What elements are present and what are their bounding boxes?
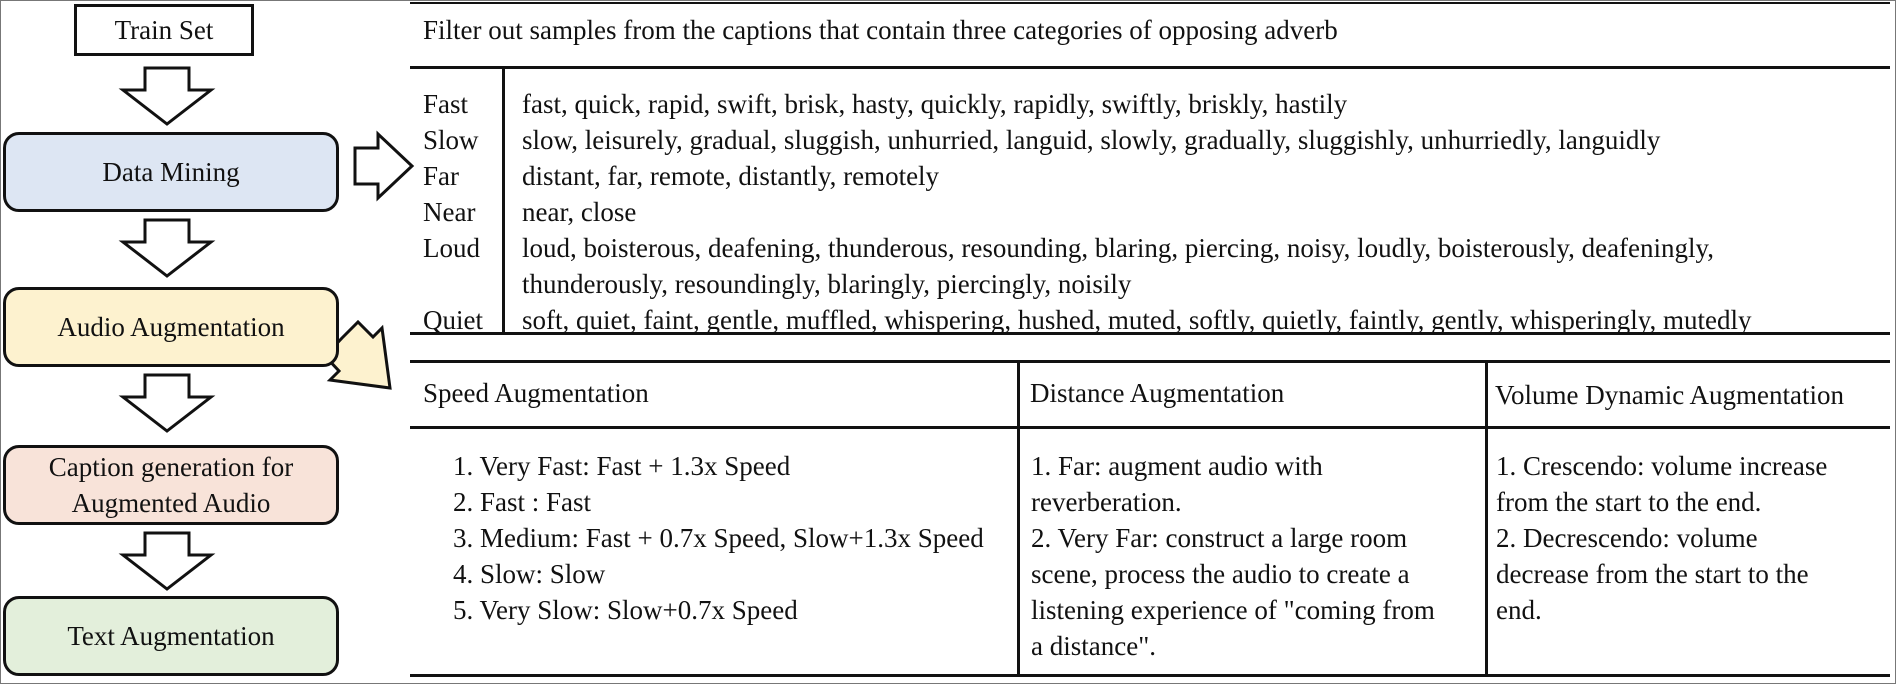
right-arrow-icon bbox=[355, 134, 412, 198]
train-set-box bbox=[74, 4, 254, 56]
audio-augmentation-box bbox=[3, 287, 339, 367]
words-fast: fast, quick, rapid, swift, brisk, hasty, quickly, rapidly, swiftly, briskly, hastily bbox=[522, 89, 1348, 119]
words-far: distant, far, remote, distantly, remotely bbox=[522, 161, 940, 191]
category-fast: Fast bbox=[423, 89, 469, 119]
text-augmentation-box bbox=[3, 596, 339, 676]
rule-bottom bbox=[410, 674, 1890, 677]
list-item: from the start to the end. bbox=[1496, 487, 1762, 517]
list-item: a distance". bbox=[1031, 631, 1156, 661]
down-arrow-icon bbox=[123, 533, 211, 589]
words-near: near, close bbox=[522, 197, 637, 227]
rule-top bbox=[410, 2, 1890, 4]
caption-generation-box bbox=[3, 445, 339, 525]
adverb-words-column bbox=[522, 86, 1752, 338]
list-item: 1. Crescendo: volume increase bbox=[1496, 451, 1828, 481]
words-quiet: soft, quiet, faint, gentle, muffled, whispering, hushed, muted, softly, quietly, faintly, gently, whisperingly, mutedly bbox=[522, 305, 1752, 335]
speed-augmentation-title: Speed Augmentation bbox=[423, 378, 649, 408]
data-mining-box bbox=[3, 132, 339, 212]
category-far: Far bbox=[423, 161, 459, 191]
category-near: Near bbox=[423, 197, 476, 227]
category-quiet: Quiet bbox=[423, 305, 483, 335]
list-item: 4. Slow: Slow bbox=[453, 559, 606, 589]
list-item: 1. Very Fast: Fast + 1.3x Speed bbox=[453, 451, 791, 481]
down-arrow-icon bbox=[123, 220, 211, 276]
words-slow: slow, leisurely, gradual, sluggish, unhurried, languid, slowly, gradually, sluggishly, unhurriedly, languidly bbox=[522, 125, 1661, 155]
rule-aug-divider-1 bbox=[1017, 360, 1020, 676]
mining-header: Filter out samples from the captions that contain three categories of opposing adverb bbox=[423, 15, 1338, 45]
list-item: listening experience of "coming from bbox=[1031, 595, 1435, 625]
category-loud: Loud bbox=[423, 233, 480, 263]
list-item: 3. Medium: Fast + 0.7x Speed, Slow+1.3x Speed bbox=[453, 523, 984, 553]
train-set-label: Train Set bbox=[114, 15, 214, 45]
list-item: 1. Far: augment audio with bbox=[1031, 451, 1323, 481]
caption-generation-label-line1: Caption generation for bbox=[48, 452, 294, 482]
list-item: scene, process the audio to create a bbox=[1031, 559, 1410, 589]
list-item: 2. Fast : Fast bbox=[453, 487, 592, 517]
list-item: 2. Decrescendo: volume bbox=[1496, 523, 1758, 553]
words-loud: loud, boisterous, deafening, thunderous, resounding, blaring, piercing, noisy, loudly, boisterously, deafeningly, bbox=[522, 233, 1715, 263]
list-item: 2. Very Far: construct a large room bbox=[1031, 523, 1408, 553]
text-augmentation-label: Text Augmentation bbox=[67, 621, 275, 651]
list-item: end. bbox=[1496, 595, 1542, 625]
speed-augmentation-list bbox=[453, 448, 984, 628]
list-item: 5. Very Slow: Slow+0.7x Speed bbox=[453, 595, 798, 625]
audio-augmentation-label: Audio Augmentation bbox=[57, 312, 285, 342]
rule-aug-top bbox=[410, 360, 1890, 363]
list-item: decrease from the start to the bbox=[1496, 559, 1809, 589]
down-arrow-icon bbox=[123, 375, 211, 431]
list-item: reverberation. bbox=[1031, 487, 1182, 517]
volume-augmentation-list bbox=[1496, 448, 1827, 628]
distance-augmentation-title: Distance Augmentation bbox=[1030, 378, 1285, 408]
caption-generation-label-line2: Augmented Audio bbox=[71, 488, 271, 518]
category-column bbox=[423, 86, 483, 338]
category-slow: Slow bbox=[423, 125, 479, 155]
volume-augmentation-title: Volume Dynamic Augmentation bbox=[1495, 380, 1844, 410]
rule-category-divider bbox=[502, 68, 505, 334]
words-loud-cont: thunderously, resoundingly, blaringly, piercingly, noisily bbox=[522, 269, 1132, 299]
distance-augmentation-list bbox=[1031, 448, 1435, 664]
rule-header bbox=[410, 66, 1890, 69]
data-mining-label: Data Mining bbox=[102, 157, 240, 187]
rule-aug-header bbox=[410, 426, 1890, 429]
down-arrow-icon bbox=[123, 68, 211, 124]
rule-aug-divider-2 bbox=[1485, 360, 1488, 676]
